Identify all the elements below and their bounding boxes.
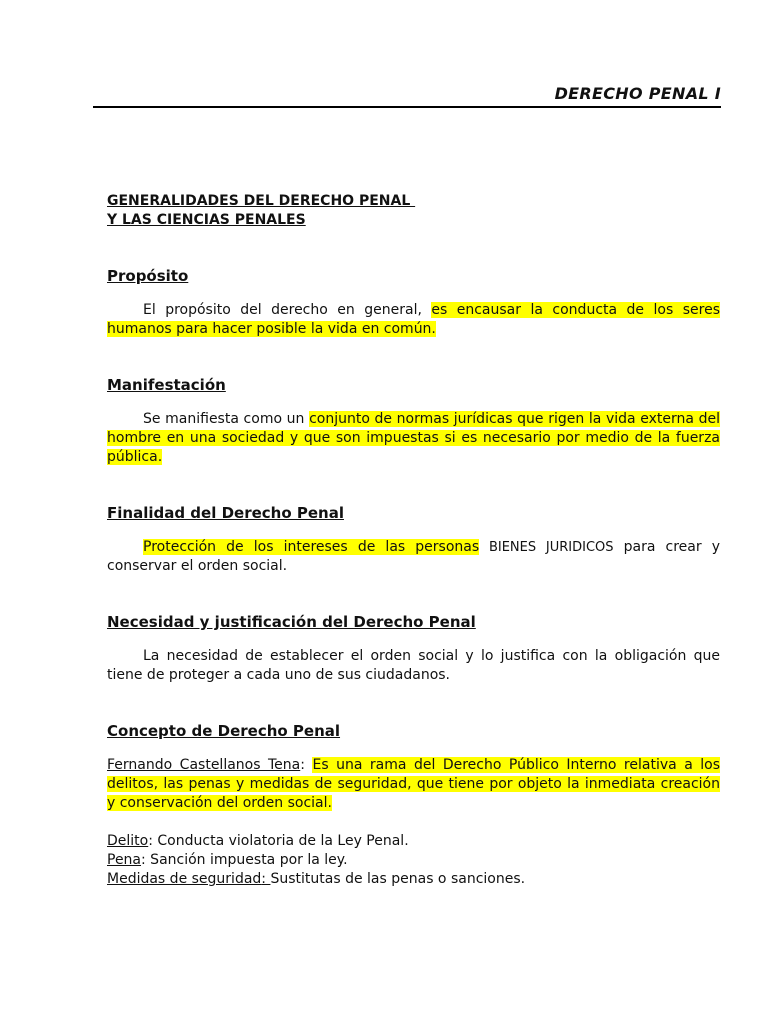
definition-separator: :	[141, 852, 146, 868]
section-heading: Necesidad y justificación del Derecho Penal	[107, 613, 476, 631]
author-separator: :	[300, 757, 313, 773]
paragraph-text: El propósito del derecho en general,	[143, 302, 432, 318]
definition-text: Sanción impuesta por la ley.	[145, 852, 348, 868]
definition-text: Sustitutas de las penas o sanciones.	[270, 871, 526, 887]
section-paragraph: La necesidad de establecer el orden social y lo justifica con la obligación que tiene de proteger a cada uno de sus ciudadanos.	[107, 648, 720, 683]
definition-term: Medidas de seguridad	[107, 871, 262, 887]
definitions-list	[107, 832, 720, 889]
definition-term: Delito	[107, 833, 149, 849]
document-title	[107, 192, 720, 230]
section-paragraph	[107, 538, 720, 576]
section-necesidad	[107, 613, 720, 685]
section-manifestacion	[107, 376, 720, 467]
section-paragraph	[107, 410, 720, 467]
document-title-line-1: GENERALIDADES DEL DERECHO PENAL	[107, 193, 416, 209]
definition-separator: :	[261, 871, 271, 887]
definition-item	[107, 851, 720, 870]
definition-separator: :	[148, 833, 153, 849]
section-heading: Manifestación	[107, 376, 226, 394]
header-title: DERECHO PENAL I	[554, 84, 721, 103]
definition-text: Conducta violatoria de la Ley Penal.	[152, 833, 409, 849]
paragraph-text: Se manifiesta como un	[143, 411, 310, 427]
caps-text: BIENES JURIDICOS	[479, 540, 614, 555]
document-title-line-2: Y LAS CIENCIAS PENALES	[107, 212, 306, 228]
highlighted-text: conjunto de normas jurídicas que rigen la vida externa del hombre en una sociedad y que son impuestas si es necesario por medio de la fuerza pública.	[107, 411, 720, 465]
paragraph-text: para crear y conservar el orden social.	[107, 539, 721, 574]
definition-item	[107, 832, 720, 851]
highlighted-text: Es una rama del Derecho Público Interno relativa a los delitos, las penas y medidas de seguridad, que tiene por objeto la inmediata creación y conservación del orden social.	[107, 757, 721, 811]
author-name: Fernando Castellanos Tena	[107, 757, 301, 773]
highlighted-text: Protección de los intereses de las personas	[143, 539, 480, 555]
section-heading: Concepto de Derecho Penal	[107, 722, 341, 740]
section-finalidad	[107, 504, 720, 576]
section-paragraph	[107, 756, 720, 813]
section-concepto	[107, 722, 720, 813]
highlighted-text: es encausar la conducta de los seres humanos para hacer posible la vida en común.	[107, 302, 720, 337]
document-body	[107, 192, 720, 889]
section-heading: Finalidad del Derecho Penal	[107, 504, 344, 522]
definition-item	[107, 870, 720, 889]
definition-term: Pena	[107, 852, 142, 868]
section-proposito	[107, 267, 720, 339]
section-heading: Propósito	[107, 267, 189, 285]
page-header	[93, 84, 721, 108]
section-paragraph	[107, 301, 720, 339]
